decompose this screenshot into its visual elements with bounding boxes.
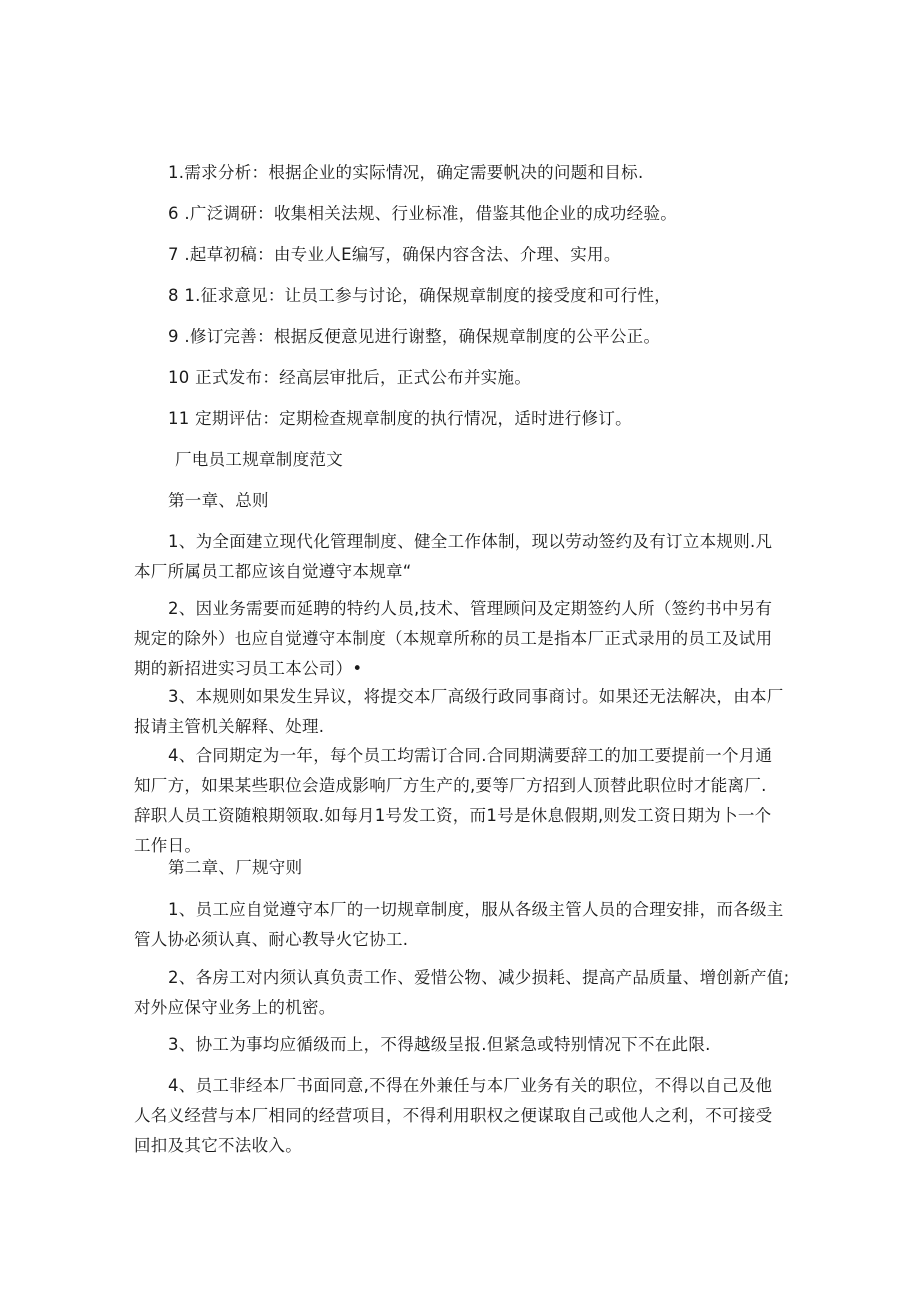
step-9: 9 .修订完善：根据反便意见进行谢整，确保规章制度的公平公正。 bbox=[168, 327, 661, 346]
chapter-1-article-3: 3、本规则如果发生异议，将提交本厂高级行政同事商讨。如果还无法解决，由本厂 报请主管机关解释、处理. bbox=[134, 687, 784, 736]
step-10: 10 正式发布：经高层审批后，正式公布并实施。 bbox=[168, 368, 532, 387]
step-6: 6 .广泛调研：收集相关法规、行业标准，借鉴其他企业的成功经验。 bbox=[168, 204, 678, 223]
document-title: 厂电员工规章制度范文 bbox=[175, 450, 343, 469]
chapter-1-heading: 第一章、总则 bbox=[168, 491, 269, 510]
chapter-2-article-1: 1、员工应自觉遵守本厂的一切规章制度，服从各级主管人员的合理安排，而各级主 管人协必须认真、耐心教导火它协工. bbox=[134, 900, 784, 949]
chapter-2-heading: 第二章、厂规守则 bbox=[168, 858, 303, 877]
chapter-1-article-1: 1、为全面建立现代化管理制度、健全工作体制，现以劳动签约及有订立本规则.凡 本厂所属员工都应该自觉遵守本规章“ bbox=[134, 532, 773, 581]
step-11: 11 定期评估：定期检查规章制度的执行情况，适时进行修订。 bbox=[168, 409, 632, 428]
chapter-1-article-4: 4、合同期定为一年，每个员工均需订合同.合同期满要辞工的加工要提前一个月通 知厂方，如果某些职位会造成影响厂方生产的,要等厂方招到人顶替此职位时才能离厂. 辞职人员工资随粮期领取.如每月1号发工资，而1号是休息假期,则发工资日期为卜一个 工作日。 bbox=[134, 746, 773, 855]
chapter-2-article-4: 4、员工非经本厂书面同意,不得在外兼任与本厂业务有关的职位，不得以自己及他 人名义经营与本厂相同的经营项目，不得利用职权之便谋取自己或他人之利，不可接受 回扣及其它不法收入。 bbox=[134, 1076, 773, 1155]
step-1: 1.需求分析：根据企业的实际情况，确定需要帆决的问题和目标. bbox=[168, 163, 644, 182]
chapter-2-article-2: 2、各房工对内须认真负责工作、爱惜公物、减少损耗、提高产品质量、增创新产值; 对外应保守业务上的机密。 bbox=[134, 968, 790, 1017]
chapter-2-article-3: 3、协工为事均应循级而上，不得越级呈报.但紧急或特别情况下不在此限. bbox=[168, 1035, 711, 1054]
step-7: 7 .起草初稿：由专业人E编写，确保内容含法、介理、实用。 bbox=[168, 245, 621, 264]
step-8: 8 1.征求意见：让员工参与讨论，确保规章制度的接受度和可行性， bbox=[168, 286, 672, 305]
chapter-1-article-2: 2、因业务需要而延聘的特约人员,技术、管理顾问及定期签约人所（签约书中另有 规定的除外）也应自觉遵守本制度（本规章所称的员工是指本厂正式录用的员工及试用 期的新招进实习员工本公司）• bbox=[134, 599, 773, 678]
